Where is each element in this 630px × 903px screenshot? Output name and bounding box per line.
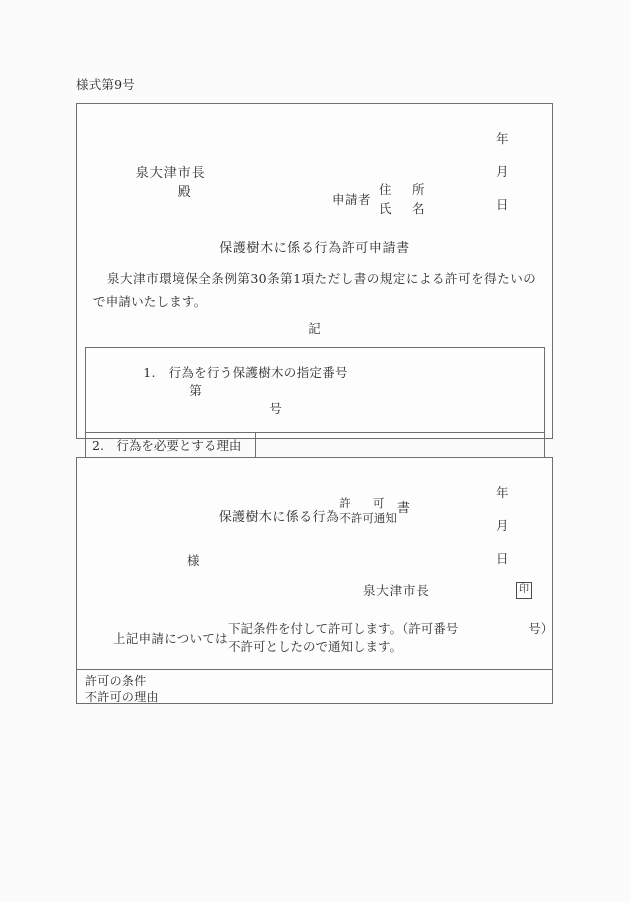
form-number-label: 様式第9号 — [76, 77, 135, 92]
issuer-line — [363, 581, 532, 599]
notification-title-options — [339, 496, 397, 526]
reason-denial-label: 不許可の理由 — [85, 690, 159, 705]
decision-lead: 上記申請については — [113, 631, 228, 647]
application-date-line — [470, 114, 522, 228]
application-body-text — [93, 267, 536, 313]
reason-cell[interactable] — [76, 669, 553, 704]
addressee-line — [105, 147, 206, 215]
table-row — [86, 348, 545, 433]
notification-title — [77, 496, 552, 526]
item-1-label: 1. 行為を行う保護樹木の指定番号 — [143, 365, 348, 380]
date-month: 月 — [496, 518, 509, 533]
date-month: 月 — [496, 164, 509, 179]
decision-options — [228, 620, 553, 656]
application-form-box — [76, 103, 553, 453]
decision-option-permit[interactable] — [228, 620, 553, 638]
recipient-honorific: 様 — [187, 553, 200, 568]
option-deny[interactable]: 不許可通知 — [339, 511, 397, 526]
item-2-value[interactable] — [256, 433, 545, 458]
date-year: 年 — [496, 131, 509, 146]
option-permit-suffix: 可 — [372, 496, 385, 510]
option-permit-prefix: 許 — [339, 496, 373, 510]
decision-permit-gou: 号） — [528, 621, 554, 636]
ki-mark: 記 — [308, 321, 321, 336]
table-row — [86, 433, 545, 458]
date-day: 日 — [496, 551, 509, 566]
notification-title-tail: 書 — [396, 501, 411, 516]
date-day: 日 — [496, 197, 509, 212]
decision-permit-text: 下記条件を付して許可します。（許可番号 — [227, 621, 459, 636]
applicant-label: 申請者 — [332, 192, 372, 208]
applicant-address-label: 住 所 — [379, 182, 429, 197]
notification-title-lead: 保護樹木に係る行為 — [218, 510, 340, 526]
addressee-office: 泉大津市長 — [135, 166, 206, 181]
seal-stamp-box[interactable]: 印 — [516, 582, 532, 599]
reason-permit-condition-label: 許可の条件 — [85, 674, 147, 688]
issuer-name: 泉大津市長 — [363, 583, 430, 598]
item-2-label: 2. 行為を必要とする理由 — [86, 433, 256, 458]
date-year: 年 — [496, 485, 509, 500]
decision-option-deny[interactable]: 不許可としたので通知します。 — [227, 639, 402, 655]
item-1-cell[interactable] — [86, 348, 545, 433]
applicant-name-label: 氏 名 — [379, 201, 429, 217]
item-1-gou: 号 — [269, 401, 283, 416]
decision-line — [95, 620, 554, 656]
item-1-dai: 第 — [189, 383, 203, 398]
option-permit[interactable] — [339, 496, 397, 511]
notification-form-box — [76, 457, 553, 704]
addressee-honorific: 殿 — [177, 185, 192, 200]
applicant-block — [332, 180, 429, 219]
application-body-sentence: 泉大津市環境保全条例第30条第1項ただし書の規定による許可を得たいので申請いたします。 — [93, 271, 536, 310]
application-title: 保護樹木に係る行為許可申請書 — [219, 241, 410, 256]
